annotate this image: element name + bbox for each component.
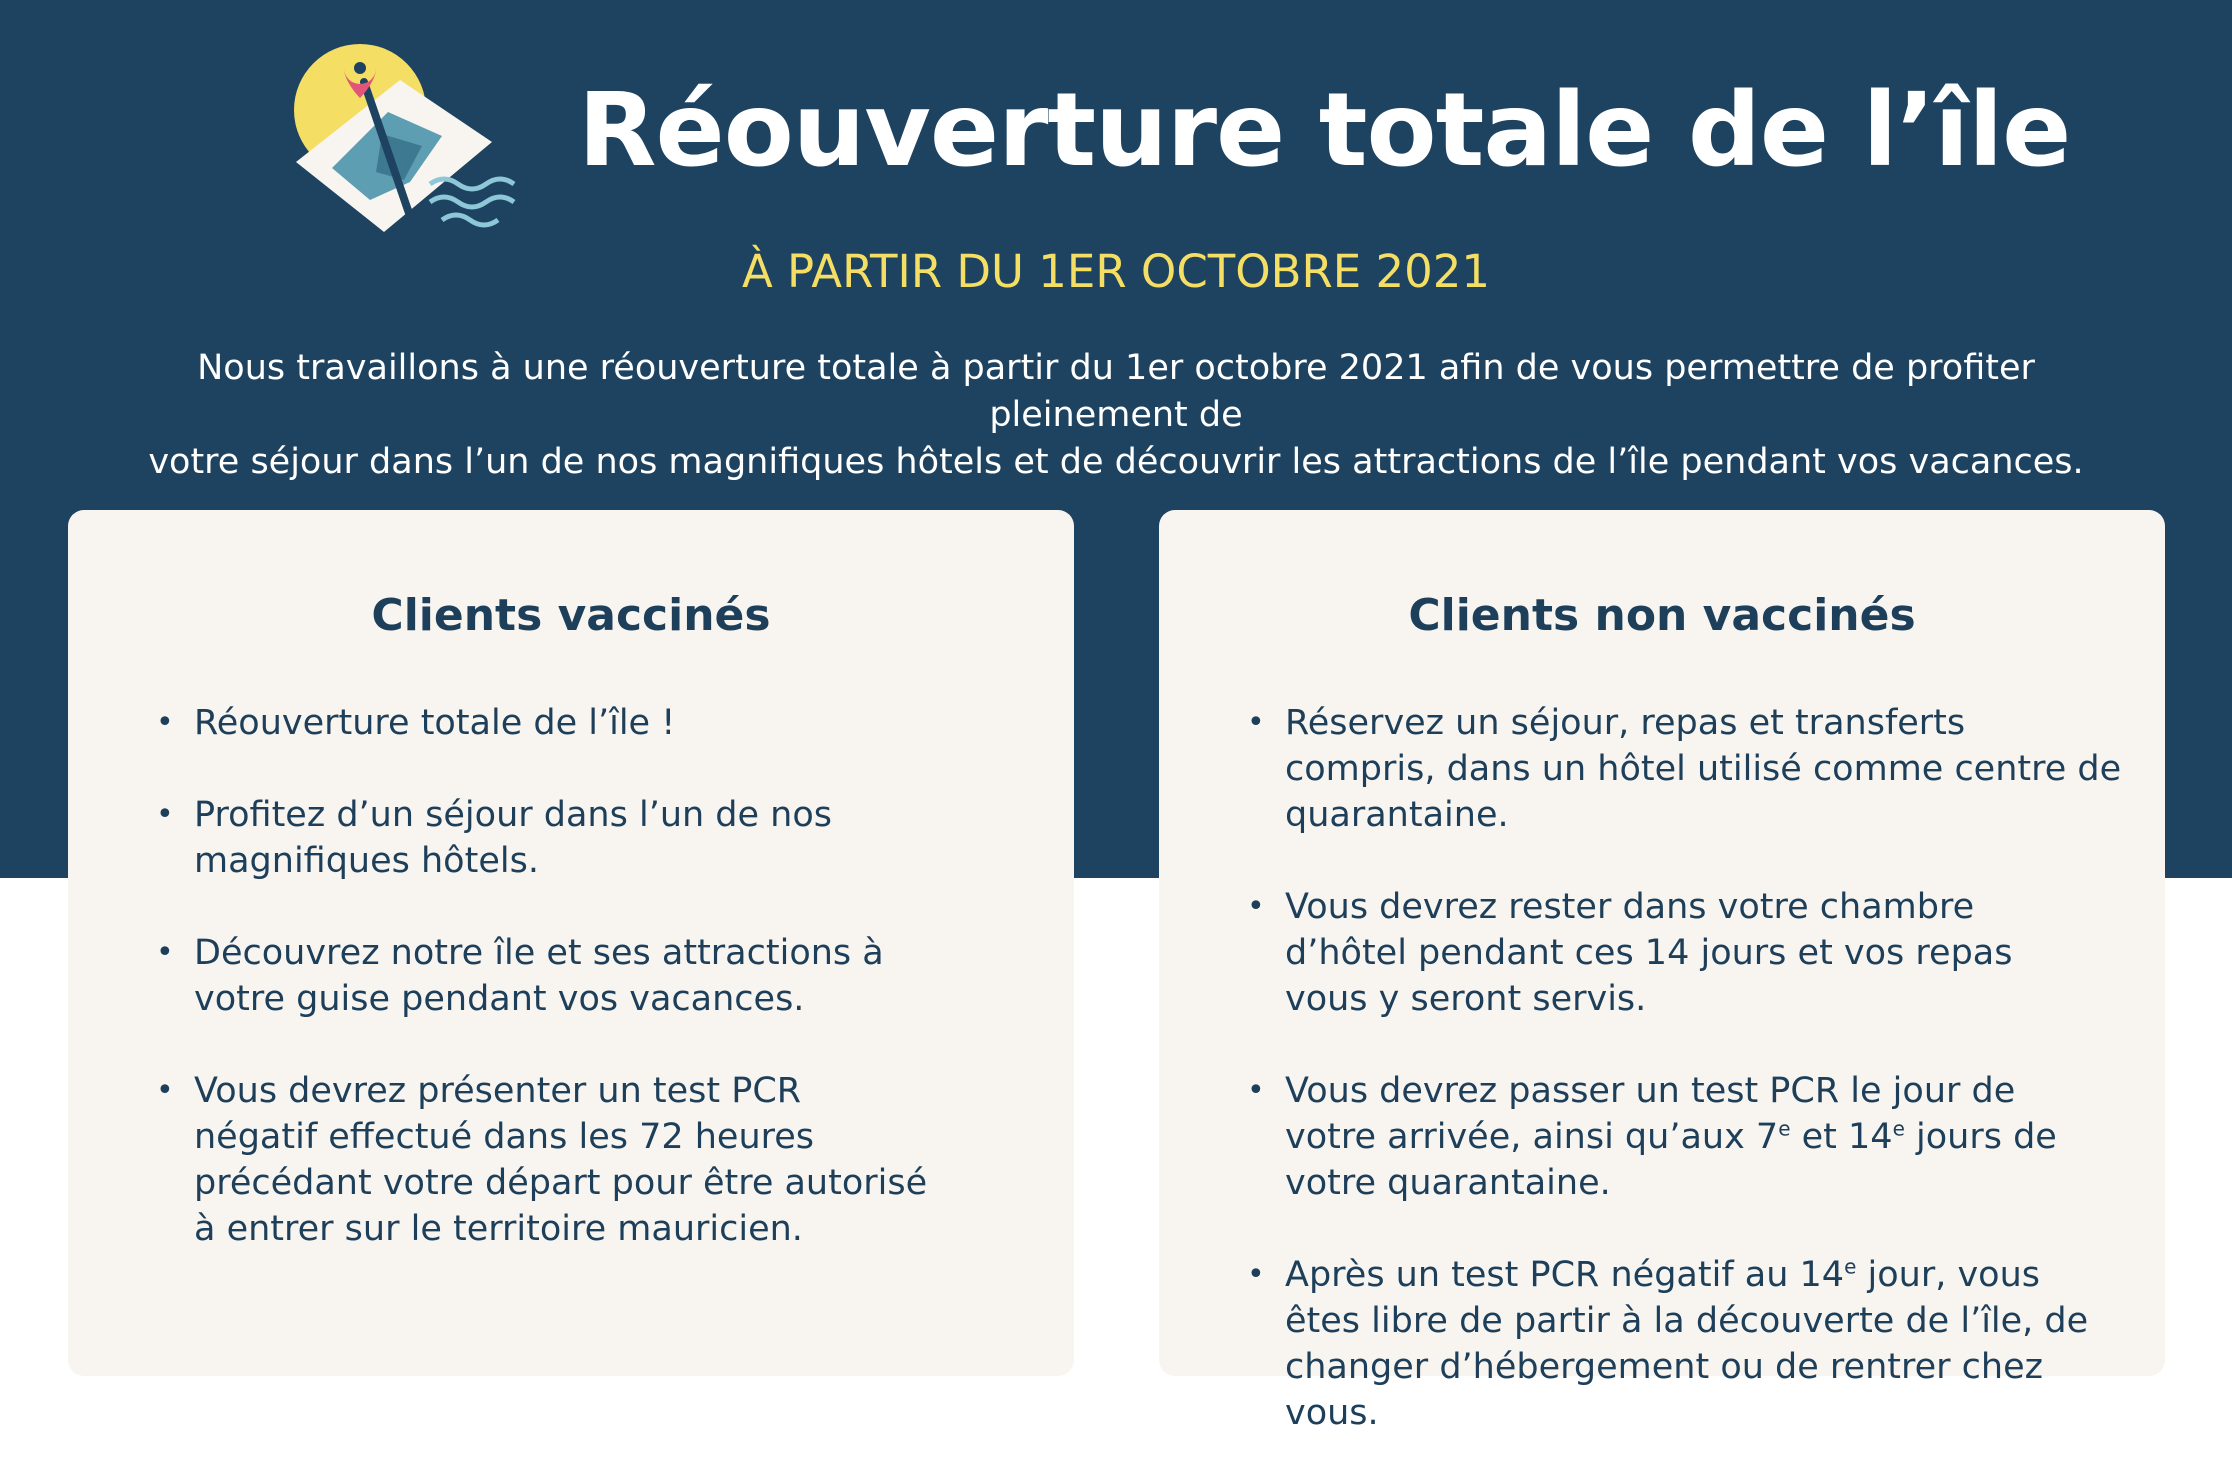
page-title: Réouverture totale de l’île — [578, 71, 2071, 190]
page-subtitle: À PARTIR DU 1ER OCTOBRE 2021 — [741, 245, 1491, 298]
vaccinated-card — [68, 510, 1074, 1376]
list-item: • Après un test PCR négatif au 14e jour, vous êtes libre de partir à la découverte de l’île, de changer d’hébergement ou de rentrer chez vous. — [1285, 1252, 2125, 1436]
unvaccinated-list — [1285, 700, 2125, 1482]
unvaccinated-card — [1159, 510, 2165, 1433]
list-item: • Vous devrez présenter un test PCR négatif effectué dans les 72 heures précédant votre départ pour être autorisé à entrer sur le territoire mauricien. — [194, 1068, 934, 1252]
list-item: • Profitez d’un séjour dans l’un de nos magnifiques hôtels. — [194, 792, 834, 884]
list-item: • Réservez un séjour, repas et transferts compris, dans un hôtel utilisé comme centre de quarantaine. — [1285, 700, 2125, 838]
intro-line-2: votre séjour dans l’un de nos magnifiques hôtels et de découvrir les attractions de l’île pendant vos vacances. — [148, 442, 2084, 482]
vaccinated-card-title: Clients vaccinés — [371, 590, 771, 641]
island-map-pin-icon — [292, 32, 532, 242]
list-item: • Vous devrez passer un test PCR le jour de votre arrivée, ainsi qu’aux 7e et 14e jours de votre quarantaine. — [1285, 1068, 2115, 1206]
list-item: • Découvrez notre île et ses attractions à votre guise pendant vos vacances. — [194, 930, 934, 1022]
intro-paragraph — [120, 345, 2112, 486]
intro-line-1: Nous travaillons à une réouverture totale à partir du 1er octobre 2021 afin de vous permettre de profiter pleinement de — [197, 348, 2035, 435]
unvaccinated-card-title: Clients non vaccinés — [1408, 590, 1916, 641]
vaccinated-list — [194, 700, 1014, 1298]
list-item: • Vous devrez rester dans votre chambre d’hôtel pendant ces 14 jours et vos repas vous y seront servis. — [1285, 884, 2045, 1022]
list-item: • Réouverture totale de l’île ! — [194, 700, 1014, 746]
